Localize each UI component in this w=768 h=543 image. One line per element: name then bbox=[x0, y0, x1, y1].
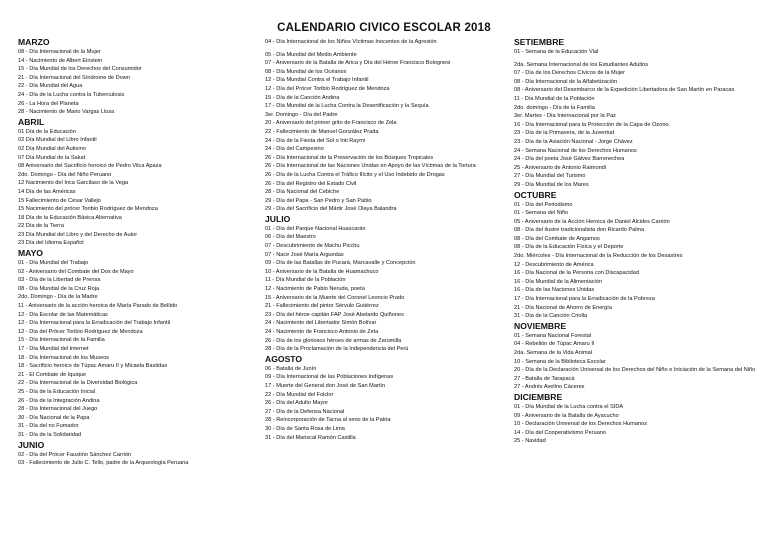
calendar-entry: 24 - Nacimiento del Libertador Simón Bolívar bbox=[265, 320, 377, 327]
calendar-entry: 2da. Semana Internacional de los Estudiantes Adultos bbox=[514, 61, 649, 68]
calendar-entry: 03 - Fallecimiento de Julio C. Tello, padre de la Arqueología Peruana bbox=[18, 460, 189, 467]
calendar-entry: 15 - Día Internacional de la Familia bbox=[18, 337, 105, 344]
calendar-entry: 12 - Día del Prócer Toribio Rodríguez de Mendoza bbox=[265, 85, 390, 92]
calendar-entry: 22 - Día Mundial del Folclor bbox=[265, 391, 334, 398]
calendar-entry: 11 - Día Mundial de la Población bbox=[265, 277, 346, 284]
calendar-entry: 06 - Batalla de Junín bbox=[265, 365, 317, 372]
calendar-entry: 22 Día de la Tierra bbox=[18, 223, 65, 230]
calendar-entry: 31 - Día de la Solidaridad bbox=[18, 431, 82, 438]
calendar-entry: 12 - Día Mundial Contra el Trabajo Infantil bbox=[265, 77, 369, 84]
calendar-entry: 10 - Semana de la Biblioteca Escolar bbox=[514, 358, 606, 365]
calendar-entry: 28 - Nacimiento de Mario Vargas Llosa bbox=[18, 109, 115, 116]
calendar-entry: 26 - Día de la Integración Andina bbox=[18, 397, 100, 404]
calendar-entry: 09 - Aniversario de la Batalla de Ayacucho bbox=[514, 412, 619, 419]
calendar-entry: 22 - Día Internacional de la Diversidad Biológica bbox=[18, 380, 138, 387]
calendar-entry: 17 - Día Mundial de la Lucha Contra la Desertificación y la Sequía bbox=[265, 103, 429, 110]
month-heading: MARZO bbox=[18, 37, 50, 47]
calendar-entry: 12 Nacimiento del Inca Garcilaso de la Vega bbox=[18, 180, 129, 187]
calendar-entry: 01 - Día Mundial del Trabajo bbox=[18, 260, 89, 267]
calendar-entry: 14 - Nacimiento de Albert Einstein bbox=[18, 57, 103, 64]
calendar-entry: 28 - Reincorporación de Tacna al seno de la Patria bbox=[265, 417, 391, 424]
calendar-entry: 15 - Aniversario de la Muerte del Coronel Leoncio Prado bbox=[265, 294, 405, 301]
month-heading: MAYO bbox=[18, 248, 43, 259]
calendar-entry: 30 - Día de Santa Rosa de Lima bbox=[265, 425, 345, 432]
calendar-entry: 11 - Aniversario de la acción heroica de María Parado de Bellido bbox=[18, 303, 178, 310]
calendar-entry: 26 - Día del Adulto Mayor bbox=[265, 400, 329, 407]
calendar-entry: 21 - Día Nacional de Ahorro de Energía bbox=[514, 304, 612, 311]
calendar-entry: 23 - Día del héroe capitán FAP José Abelardo Quiñones bbox=[265, 311, 404, 318]
calendar-entry: 3er. Martes - Día Internacional por la Paz bbox=[514, 113, 616, 120]
calendar-entry: 07 - Día de los Derechos Cívicos de la Mujer bbox=[514, 70, 625, 77]
calendar-entry: 07 - Nace José María Arguedas bbox=[265, 251, 344, 258]
calendar-entry: 04 - Rebelión de Túpac Amaru II bbox=[514, 341, 595, 348]
page-title: CALENDARIO CIVICO ESCOLAR 2018 bbox=[277, 22, 491, 34]
calendar-entry: 01 - Semana de la Educación Vial bbox=[514, 49, 599, 55]
calendar-entry: 27 - Día de la Defensa Nacional bbox=[265, 408, 345, 415]
calendar-entry: 16 - Día Nacional de la Persona con Discapacidad bbox=[514, 270, 639, 277]
calendar-entry: 2do. Miércoles - Día Internacional de la Reducción de los Desastres bbox=[514, 253, 683, 260]
calendar-entry: 23 - Día de la Primavera, de la Juventud bbox=[514, 130, 615, 137]
calendar-entry: 2da. Semana de la Vida Animal bbox=[514, 350, 592, 356]
calendar-entry: 2do. Domingo - Día de la Madre bbox=[18, 294, 98, 301]
month-heading: JUNIO bbox=[18, 439, 45, 450]
calendar-entry: 15 Fallecimiento de César Vallejo bbox=[18, 197, 101, 204]
calendar-entry: 12 - Descubrimiento de América bbox=[514, 261, 594, 268]
calendar-entry: 26 - Día Internacional de la Preservación de los Bosques Tropicales bbox=[265, 154, 434, 161]
calendar-entry: 2do. domingo - Día de la Familia bbox=[514, 104, 595, 111]
calendar-entry: 28 - Día Internacional del Juego bbox=[18, 406, 98, 413]
calendar-entry: 24 - Día del Campesino bbox=[265, 146, 324, 153]
calendar-entry: 3er. Domingo - Día del Padre bbox=[265, 111, 338, 118]
calendar-entry: 04 - Día Internacional de los Niños Víctimas Inocentes de la Agresión bbox=[265, 39, 437, 45]
calendar-entry: 24 - Semana Nacional de los Derechos Humanos bbox=[514, 147, 637, 154]
calendar-entry: 08 - Día del ilustre tradicionalista don Ricardo Palma bbox=[514, 227, 645, 234]
calendar-entry: 22 - Fallecimiento de Manuel González Prada bbox=[265, 128, 379, 135]
calendar-entry: 25 - Aniversario de Antonio Raimondi bbox=[514, 164, 607, 171]
calendar-entry: 07 Día Mundial de la Salud bbox=[18, 154, 86, 161]
calendar-entry: 27 - Batalla de Tarapacá bbox=[514, 375, 575, 382]
calendar-entry: 24 - Día de la Fiesta del Sol o Inti Raymi bbox=[265, 137, 366, 144]
calendar-entry: 20 - Día de la Declaración Universal de los Derechos del Niño e Iniciación de la Semana del Niño bbox=[514, 367, 756, 374]
calendar-entry: 08 - Día de la Educación Física y el Deporte bbox=[514, 244, 624, 251]
calendar-entry: 05 - Día Mundial del Medio Ambiente bbox=[265, 51, 357, 58]
calendar-entry: 22 - Día Mundial del Agua bbox=[18, 83, 83, 90]
calendar-entry: 15 Nacimiento del prócer Toribio Rodríguez de Mendoza bbox=[18, 206, 158, 213]
calendar-entry: 21 - Fallecimiento del pintor Sérvulo Gutiérrez bbox=[265, 303, 379, 310]
month-heading: SETIEMBRE bbox=[514, 37, 565, 47]
calendar-entry: 15 - Día de la Canción Andina bbox=[265, 94, 340, 101]
calendar-entry: 29 - Día del Papa - San Pedro y San Pablo bbox=[265, 197, 372, 204]
calendar-entry: 26 - Día del Registro del Estado Civil bbox=[265, 180, 357, 187]
calendar-entry: 17 - Día Internacional para la Erradicación de la Pobreza bbox=[514, 296, 655, 303]
calendar-entry: 02 Día Mundial del Autismo bbox=[18, 145, 87, 152]
calendar-entry: 05 - Aniversario de la Acción Heroica de Daniel Alcides Carrión bbox=[514, 218, 670, 225]
calendar-entry: 01 - Día del Periodismo bbox=[514, 201, 573, 208]
calendar-entry: 20 - Aniversario del primer grito de Francisco de Zela bbox=[265, 120, 397, 127]
calendar-entry: 31 - Día del Mariscal Ramón Castilla bbox=[265, 434, 356, 441]
calendar-entry: 08 - Aniversario del Desembarco de la Expedición Libertadora de San Martín en Paracas bbox=[514, 87, 735, 94]
calendar-entry: 17 - Día Mundial del Internet bbox=[18, 346, 89, 352]
calendar-entry: 07 - Aniversario de la Batalla de Arica y Día del Héroe Francisco Bolognesi bbox=[265, 60, 451, 67]
calendar-entry: 31 - Día de la Canción Criolla bbox=[514, 313, 588, 320]
calendar-entry: 16 - Día Mundial de la Alimentación bbox=[514, 278, 602, 285]
month-heading: AGOSTO bbox=[265, 353, 303, 364]
calendar-entry: 14 Día de las Américas bbox=[18, 188, 76, 195]
calendar-entry: 10 - Declaración Universal de los Derechos Humanos bbox=[514, 421, 648, 428]
calendar-entry: 27 - Andrés Avelino Cáceres bbox=[514, 384, 585, 391]
calendar-entry: 12 - Nacimiento de Pablo Neruda, poeta bbox=[265, 286, 365, 293]
calendar-entry: 29 - Día del Sacrificio del Mártir José Olaya Balandra bbox=[265, 206, 397, 213]
calendar-entry: 23 Día Mundial del Libro y del Derecho de Autor bbox=[18, 231, 138, 238]
calendar-entry: 31 - Día del no Fumador bbox=[18, 423, 79, 430]
calendar-entry: 02 - Aniversario del Combate del Dos de Mayo bbox=[18, 268, 134, 275]
calendar-entry: 03 - Día de la Libertad de Prensa bbox=[18, 277, 101, 284]
month-heading: OCTUBRE bbox=[514, 189, 557, 200]
calendar-entry: 10 - Aniversario de la Batalla de Huamachuco bbox=[265, 268, 379, 275]
calendar-entry: 16 - Día de las Naciones Unidas bbox=[514, 287, 595, 294]
calendar-entry: 26 - La Hora del Planeta bbox=[18, 100, 79, 107]
calendar-entry: 24 - Día de la Lucha contra la Tuberculosis bbox=[18, 91, 125, 98]
calendar-entry: 08 - Día Internacional de la Mujer bbox=[18, 49, 101, 55]
calendar-entry: 02 Día Mundial del Libro Infantil bbox=[18, 137, 97, 144]
calendar-entry: 23 Día del Idioma Español bbox=[18, 240, 84, 247]
calendar-entry: 11 - Día Mundial de la Población bbox=[514, 95, 595, 102]
calendar-entry: 02 - Día del Prócer Faustino Sánchez Carrión bbox=[18, 451, 132, 458]
calendar-entry: 30 - Día Nacional de la Papa bbox=[18, 414, 90, 421]
calendar-entry: 08 - Día Mundial de la Cruz Roja bbox=[18, 285, 100, 292]
calendar-entry: 01 - Día del Parque Nacional Huascarán bbox=[265, 225, 366, 232]
calendar-entry: 08 - Día Internacional de la Alfabetización bbox=[514, 78, 618, 85]
calendar-entry: 26 - Día Internacional de las Naciones Unidas en Apoyo de las Víctimas de la Tortura bbox=[265, 163, 476, 170]
calendar-entry: 17 - Muerte del General don José de San Martín bbox=[265, 382, 386, 389]
month-heading: DICIEMBRE bbox=[514, 391, 563, 402]
calendar-entry: 29 - Día Mundial de los Mares bbox=[514, 181, 589, 188]
calendar-entry: 26 - Día de los gloriosos héroes de armas de Zarumilla bbox=[265, 337, 402, 344]
calendar-entry: 07 - Descubrimiento de Machu Picchu bbox=[265, 243, 360, 250]
calendar-entry: 01 - Semana Nacional Forestal bbox=[514, 332, 592, 339]
calendar-entry: 27 - Día Mundial del Turismo bbox=[514, 173, 586, 180]
calendar-entry: 18 - Sacrificio heroico de Túpac Amaru II y Micaela Bastidas bbox=[18, 363, 168, 370]
calendar-entry: 26 - Día de la Lucha Contra el Tráfico Ilícito y el Uso Indebido de Drogas bbox=[265, 171, 445, 178]
calendar-entry: 08 Aniversario del Sacrificio heroico de Pedro Vilca Apaza bbox=[18, 163, 162, 170]
calendar-entry: 18 - Día Internacional de los Museos bbox=[18, 354, 110, 361]
month-heading: NOVIEMBRE bbox=[514, 320, 567, 331]
month-heading: JULIO bbox=[265, 213, 291, 224]
calendar-entry: 12 - Día Escolar de las Matemáticas bbox=[18, 311, 108, 318]
calendar-entry: 18 Día de la Educación Básica Alternativa bbox=[18, 214, 122, 221]
calendar-entry: 24 - Día del poeta José Gálvez Barrenechea bbox=[514, 156, 625, 163]
calendar-entry: 2do. Domingo - Día del Niño Peruano bbox=[18, 171, 112, 178]
column-2 bbox=[265, 38, 508, 442]
calendar-entry: 15 - Día Mundial de los Derechos del Consumidor bbox=[18, 66, 142, 73]
column-1 bbox=[18, 37, 263, 468]
calendar-entry: 09 - Día de las Batallas de Pucará, Marcavalle y Concepción bbox=[265, 260, 416, 267]
calendar-entry: 24 - Nacimiento de Francisco Antonio de Zela bbox=[265, 329, 379, 335]
calendar-entry: 01 - Semana del Niño bbox=[514, 210, 569, 217]
month-heading: ABRIL bbox=[18, 116, 45, 127]
column-3 bbox=[514, 37, 764, 446]
calendar-entry: 12 - Día del Prócer Toribio Rodríguez de Mendoza bbox=[18, 328, 143, 335]
calendar-entry: 01 Día de la Educación bbox=[18, 128, 76, 135]
calendar-entry: 28 - Día Nacional del Cebiche bbox=[265, 189, 340, 196]
calendar-entry: 25 - Navidad bbox=[514, 438, 546, 445]
calendar-entry: 01 - Día Mundial de la Lucha contra el SIDA bbox=[514, 403, 624, 410]
calendar-entry: 08 - Día Mundial de los Océanos bbox=[265, 68, 347, 75]
calendar-entry: 28 - Día de la Proclamación de la Independencia del Perú bbox=[265, 346, 409, 353]
calendar-entry: 09 - Día Internacional de las Poblaciones Indígenas bbox=[265, 374, 394, 381]
calendar-entry: 12 - Día Internacional para la Erradicación del Trabajo Infantil bbox=[18, 320, 171, 327]
calendar-entry: 23 - Día de la Aviación Nacional - Jorge Chávez bbox=[514, 138, 633, 145]
calendar-entry: 21 - Día Internacional del Síndrome de Down bbox=[18, 74, 130, 81]
calendar-entry: 16 - Día Internacional para la Protección de la Capa de Ozono. bbox=[514, 121, 671, 128]
calendar-entry: 25 - Día de la Educación Inicial bbox=[18, 388, 96, 395]
calendar-entry: 06 - Día del Maestro bbox=[265, 234, 316, 241]
calendar-entry: 08 - Día del Combate de Angamos bbox=[514, 235, 600, 242]
calendar-entry: 14 - Día del Cooperativismo Peruano bbox=[514, 429, 607, 436]
calendar-entry: 21 - El Combate de Iquique bbox=[18, 371, 87, 378]
